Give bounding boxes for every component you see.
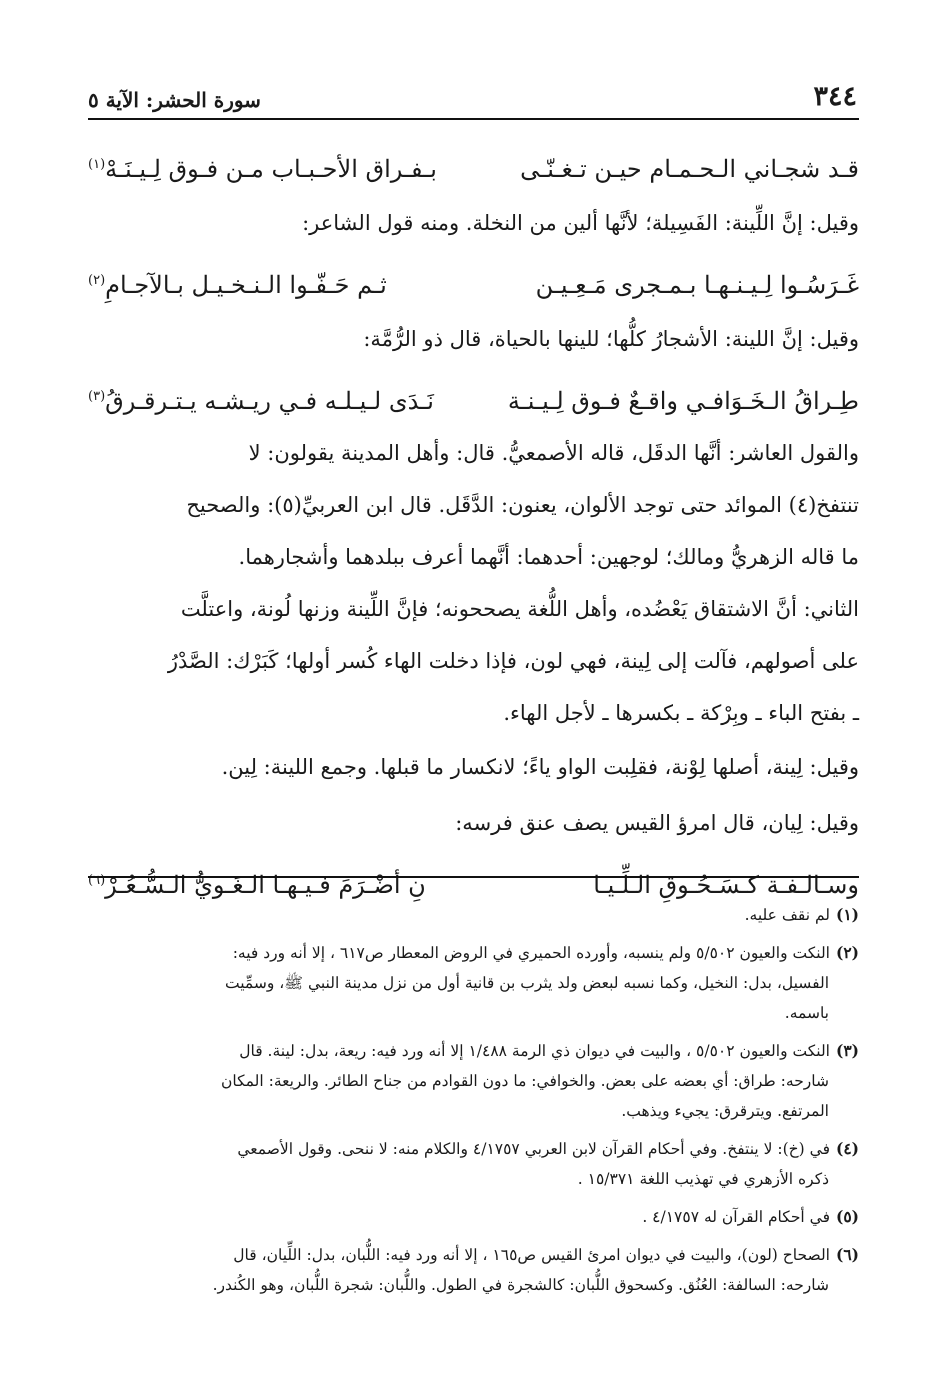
paragraph-line: الثاني: أنَّ الاشتقاق يَعْضُده، وأهل اللُّغة يصححونه؛ فإنَّ اللِّينة وزنها لُونة، واعتلَّت — [180, 597, 859, 621]
paragraph-line: ـ بفتح الباء ـ وبِرْكة ـ بكسرها ـ لأجل الهاء. — [503, 701, 859, 725]
verse-2 — [88, 251, 859, 311]
prose-line: وقيل: لِينة، أصلها لِوْنة، فقلِبت الواو ياءً؛ لانكسار ما قبلها. وجمع اللينة: لِين. — [221, 755, 859, 779]
paragraph-line: على أصولهم، فآلت إلى لِينة، فهي لون، فإذا دخلت الهاء كُسر أولها؛ كَبَرْك: الصَّدْرُ — [167, 649, 859, 673]
footnote-number: (٢) — [835, 943, 859, 962]
paragraph-line: تنتفخ(٤) الموائد حتى توجد الألوان، يعنون: الدَّقَل. قال ابن العربيِّ(٥): والصحيح — [186, 493, 859, 517]
footnote — [88, 1240, 859, 1300]
footnote-ref: (١) — [88, 157, 106, 172]
footnote — [88, 1202, 859, 1232]
footnote-ref: (٢) — [88, 273, 106, 288]
footnote-text: الصحاح (لون)، والبيت في ديوان امرئ القيس ص١٦٥ ، إلا أنه ورد فيه: اللُّبان، بدل: اللِّيان، قال — [233, 1246, 830, 1264]
footnote-ref: (٣) — [88, 389, 106, 404]
footnote-text: في أحكام القرآن له ٤/١٧٥٧ . — [642, 1208, 830, 1226]
footnote-number: (٤) — [835, 1139, 859, 1158]
footnote-rule — [88, 876, 859, 878]
footnote-text: المرتفع. ويترقرق: يجيء ويذهب. — [621, 1102, 829, 1120]
running-title: سورة الحشر: الآية ٥ — [88, 88, 261, 112]
header-rule — [88, 118, 859, 120]
paragraph — [88, 427, 859, 739]
main-text — [88, 135, 859, 911]
footnote-text: ذكره الأزهري في تهذيب اللغة ١٥/٣٧١ . — [577, 1170, 829, 1188]
verse-3-first-hemistich: طِـراقُ الـخَـوَافـي واقـعٌ فـوق لِـيـنـة — [507, 387, 859, 415]
footnote-number: (١) — [835, 905, 859, 924]
page-header — [88, 72, 857, 112]
footnote-text: الفسيل، بدل: النخيل، وكما نسبه لبعض ولد يثرب بن قانية أول من نزل مدينة النبي ﷺ، وسمِّيت — [225, 974, 829, 992]
footnote-text: النكت والعيون ٥/٥٠٢ ، والبيت في ديوان ذي الرمة ١/٤٨٨ إلا أنه ورد فيه: ريعة، بدل: لينة. قال — [239, 1042, 830, 1060]
verse-3-second-hemistich: نَـدَى لـيـلـه فـي ريـشـه يـتـرقـرقُ$^{(٣)}$ — [88, 387, 434, 415]
footnote-text: شارحه: طراق: أي بعضه على بعض. والخوافي: ما دون القوادم من جناح الطائر. والريعة: المكان — [221, 1072, 829, 1090]
footnote-number: (٥) — [835, 1207, 859, 1226]
footnote — [88, 900, 859, 930]
paragraph-line: ما قاله الزهريُّ ومالك؛ لوجهين: أحدهما: أنَّهما أعرف ببلدهما وأشجارهما. — [238, 545, 859, 569]
footnote-number: (٣) — [835, 1041, 859, 1060]
footnote-text: في (خ): لا ينتفخ. وفي أحكام القرآن لابن العربي ٤/١٧٥٧ والكلام منه: لا ننحى. وقول الأصمعي — [237, 1140, 830, 1158]
footnote — [88, 1036, 859, 1126]
verse-4-first-hemistich: وسـالـفـة كـسَـحُـوقِ الـلِّـيـا — [593, 871, 859, 899]
footnote-number: (٦) — [835, 1245, 859, 1264]
footnote-text: لم نقف عليه. — [744, 906, 830, 924]
verse-1 — [88, 135, 859, 195]
footnote-ref: (٦) — [88, 873, 106, 888]
paragraph-line: والقول العاشر: أنَّها الدقَل، قاله الأصمعيُّ. قال: وأهل المدينة يقولون: لا — [248, 441, 859, 465]
footnotes — [88, 900, 859, 1308]
verse-4-second-hemistich: نِ أضْـرَمَ فـيـهـا الـغَـويُّ الـسُّـعُـرْ$^{(٦)}$ — [88, 871, 426, 899]
verse-1-second-hemistich: بـفـراق الأحـبـاب مـن فـوق لِـيـنَـهْ$^{(١)}$ — [88, 155, 437, 183]
footnote-text: باسمه. — [784, 1004, 829, 1022]
footnote-text: شارحه: السالفة: العُنُق. وكسحوق اللُّبان: كالشجرة في الطول. واللُّبان: شجرة اللُّبان، وهو الكُندر. — [212, 1276, 829, 1294]
prose-line: وقيل: لِيان، قال امرؤ القيس يصف عنق فرسه: — [455, 811, 859, 835]
prose-line: وقيل: إنَّ اللِّينة: الفَسِيلة؛ لأنَّها ألين من النخلة. ومنه قول الشاعر: — [302, 211, 859, 235]
footnote — [88, 1134, 859, 1194]
verse-3 — [88, 367, 859, 427]
footnote — [88, 938, 859, 1028]
prose-line: وقيل: إنَّ اللينة: الأشجارُ كلُّها؛ للينها بالحياة، قال ذو الرُّمَّة: — [363, 327, 859, 351]
page-number: ٣٤٤ — [813, 81, 857, 112]
verse-2-second-hemistich: ثـم حَـفّـوا الـنـخـيـل بـالآجـامِ$^{(٢)}$ — [88, 271, 387, 299]
footnote-text: النكت والعيون ٥/٥٠٢ ولم ينسبه، وأورده الحميري في الروض المعطار ص٦١٧ ، إلا أنه ورد فيه: — [232, 944, 830, 962]
verse-2-first-hemistich: غَـرَسُـوا لِـيـنـهـا بـمـجرى مَـعِـيـن — [535, 271, 859, 299]
verse-1-first-hemistich: قـد شجـاني الـحـمـام حيـن تـغـنّـى — [520, 155, 859, 183]
